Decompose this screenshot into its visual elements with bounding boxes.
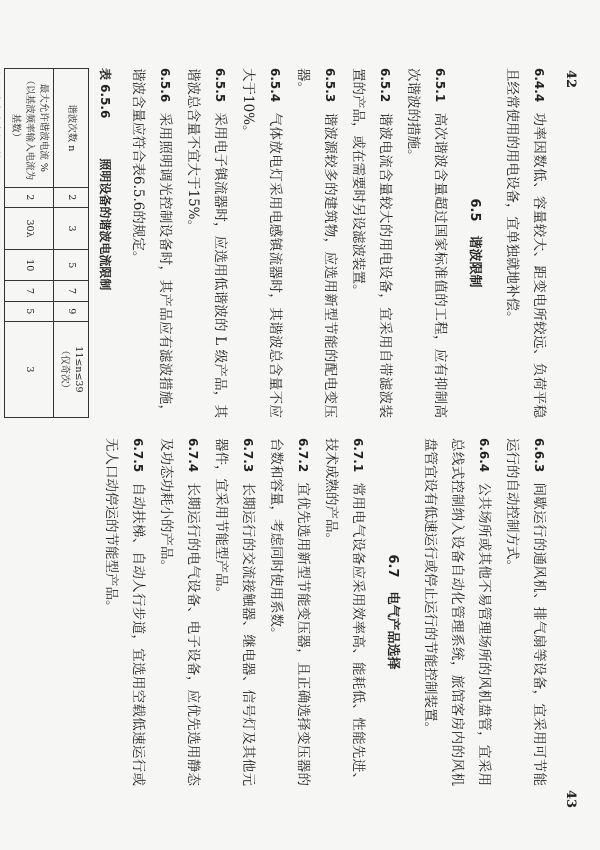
clause-text: 长期运行的交流接触器、继电器、信号灯及其他元器件，宜采用节能型产品。 bbox=[213, 438, 256, 786]
clause-number: 6.5.5 bbox=[213, 68, 227, 103]
clause-text: 公共场所或其他不易管理场所的风机盘管，宜采用总线式控制纳入设备自动化管理系统，旅馆客房内的风机盘管宜设有低速运行或停止运行的节能控制装置。 bbox=[422, 438, 492, 786]
page-number-right: 43 bbox=[563, 790, 578, 809]
table-cell: 2 bbox=[54, 187, 89, 207]
table-caption bbox=[91, 68, 118, 418]
clause-6-5-4 bbox=[234, 68, 288, 418]
clause-number: 6.7.3 bbox=[241, 438, 255, 473]
clause-text: 气体放电灯采用电感镇流器时，其谐波总含量不应大于10%。 bbox=[240, 68, 283, 418]
clause-text: 长期运行的电气设备、电子设备，应优先选用静态及功态功耗小的产品。 bbox=[158, 438, 201, 786]
clause-6-5-5 bbox=[179, 68, 233, 418]
clause-6-7-2 bbox=[262, 438, 316, 786]
table-cell: 5 bbox=[5, 301, 54, 321]
clause-6-7-5 bbox=[97, 438, 151, 786]
table-cell: 3 bbox=[54, 207, 89, 249]
clause-text: 采用照明调光控制设备时，其产品应有滤波措施，谐波含量应符合表6.5.6的规定。 bbox=[130, 68, 173, 418]
clause-text: 功率因数低、容量较大、距变电所较远、负荷平稳且经常使用的用电设备，宜单独就地补偿。 bbox=[504, 68, 547, 418]
table-row bbox=[54, 69, 89, 418]
table-row bbox=[5, 69, 54, 418]
clause-number: 6.5.6 bbox=[158, 68, 172, 103]
clause-6-5-2 bbox=[344, 68, 398, 418]
clause-text: 采用电子镇流器时，应选用低谐波的 L 级产品，其谐波总含量不宜大于15%。 bbox=[185, 68, 228, 418]
clause-6-6-3 bbox=[498, 438, 552, 786]
clause-text: 间歇运行的通风机、排气扇等设备，宜采用可节能运行的自动控制方式。 bbox=[504, 438, 547, 786]
clause-number: 6.7.1 bbox=[351, 438, 365, 473]
clause-6-6-4 bbox=[416, 438, 497, 786]
clause-text: 谐波源较多的建筑物，应选用新型节能的配电变压器。 bbox=[295, 68, 338, 418]
clause-6-7-4 bbox=[152, 438, 206, 786]
table-row-header: 谐波次数 n bbox=[54, 69, 89, 188]
section-number: 6.5 bbox=[467, 198, 482, 222]
clause-6-7-1 bbox=[317, 438, 371, 786]
section-heading-6-7 bbox=[379, 438, 406, 786]
harmonic-limit-table bbox=[4, 68, 89, 418]
table-note bbox=[0, 68, 1, 418]
table-cell: 5 bbox=[54, 250, 89, 281]
table-cell: 9 bbox=[54, 301, 89, 321]
clause-number: 6.5.1 bbox=[433, 68, 447, 103]
table-cell: 7 bbox=[5, 281, 54, 301]
clause-number: 6.5.2 bbox=[378, 68, 392, 103]
section-title: 电气产品选择 bbox=[385, 591, 400, 670]
table-cell: 3 bbox=[5, 321, 54, 417]
table-cell: 11≤n≤39 （仅奇次） bbox=[54, 321, 89, 417]
clause-number: 6.6.3 bbox=[532, 438, 546, 473]
table-cell: 10 bbox=[5, 250, 54, 281]
right-page bbox=[96, 438, 552, 786]
clause-number: 6.6.4 bbox=[477, 438, 491, 473]
table-row-header: 最大允许谐波电流 % （以基波频率输入电流为基数） bbox=[5, 69, 54, 188]
section-heading-6-5 bbox=[461, 68, 488, 418]
clause-number: 6.7.2 bbox=[296, 438, 310, 473]
clause-number: 6.7.4 bbox=[186, 438, 200, 473]
clause-number: 6.7.5 bbox=[131, 438, 145, 473]
clause-text: 高次谐波含量超过国家标准值的工程，应有抑制高次谐波的措施。 bbox=[405, 68, 448, 418]
clause-6-5-3 bbox=[289, 68, 343, 418]
section-title: 谐波限制 bbox=[467, 235, 482, 288]
section-number: 6.7 bbox=[385, 554, 400, 578]
clause-6-5-1 bbox=[399, 68, 453, 418]
clause-text: 宜优先选用新型节能变压器，且正确选择变压器的台数和容量，考虑同时使用系数。 bbox=[268, 438, 311, 786]
clause-number: 6.4.4 bbox=[532, 68, 546, 103]
clause-number: 6.5.3 bbox=[323, 68, 337, 103]
clause-6-5-6 bbox=[124, 68, 178, 418]
table-label: 表 6.5.6 bbox=[98, 68, 112, 119]
table-title: 照明设备的谐波电流限制 bbox=[98, 158, 112, 291]
table-cell: 2 bbox=[5, 187, 54, 207]
clause-6-4-4 bbox=[498, 68, 552, 418]
clause-6-7-3 bbox=[207, 438, 261, 786]
table-cell: 30λ bbox=[5, 207, 54, 249]
page-number-left: 42 bbox=[563, 70, 578, 89]
clause-text: 谐波电流含量较大的用电设备，宜采用自带滤波装置的产品，或在需要时另设滤波装置。 bbox=[350, 68, 393, 418]
clause-text: 常用电气设备应采用效率高、能耗低、性能先进、技术成熟的产品。 bbox=[323, 438, 366, 786]
clause-text: 自动扶梯、自动人行步道，宜选用空载低速运行或无人口动停运的节能型产品。 bbox=[103, 438, 146, 786]
left-page bbox=[0, 68, 552, 418]
table-cell: 7 bbox=[54, 281, 89, 301]
clause-number: 6.5.4 bbox=[268, 68, 282, 103]
